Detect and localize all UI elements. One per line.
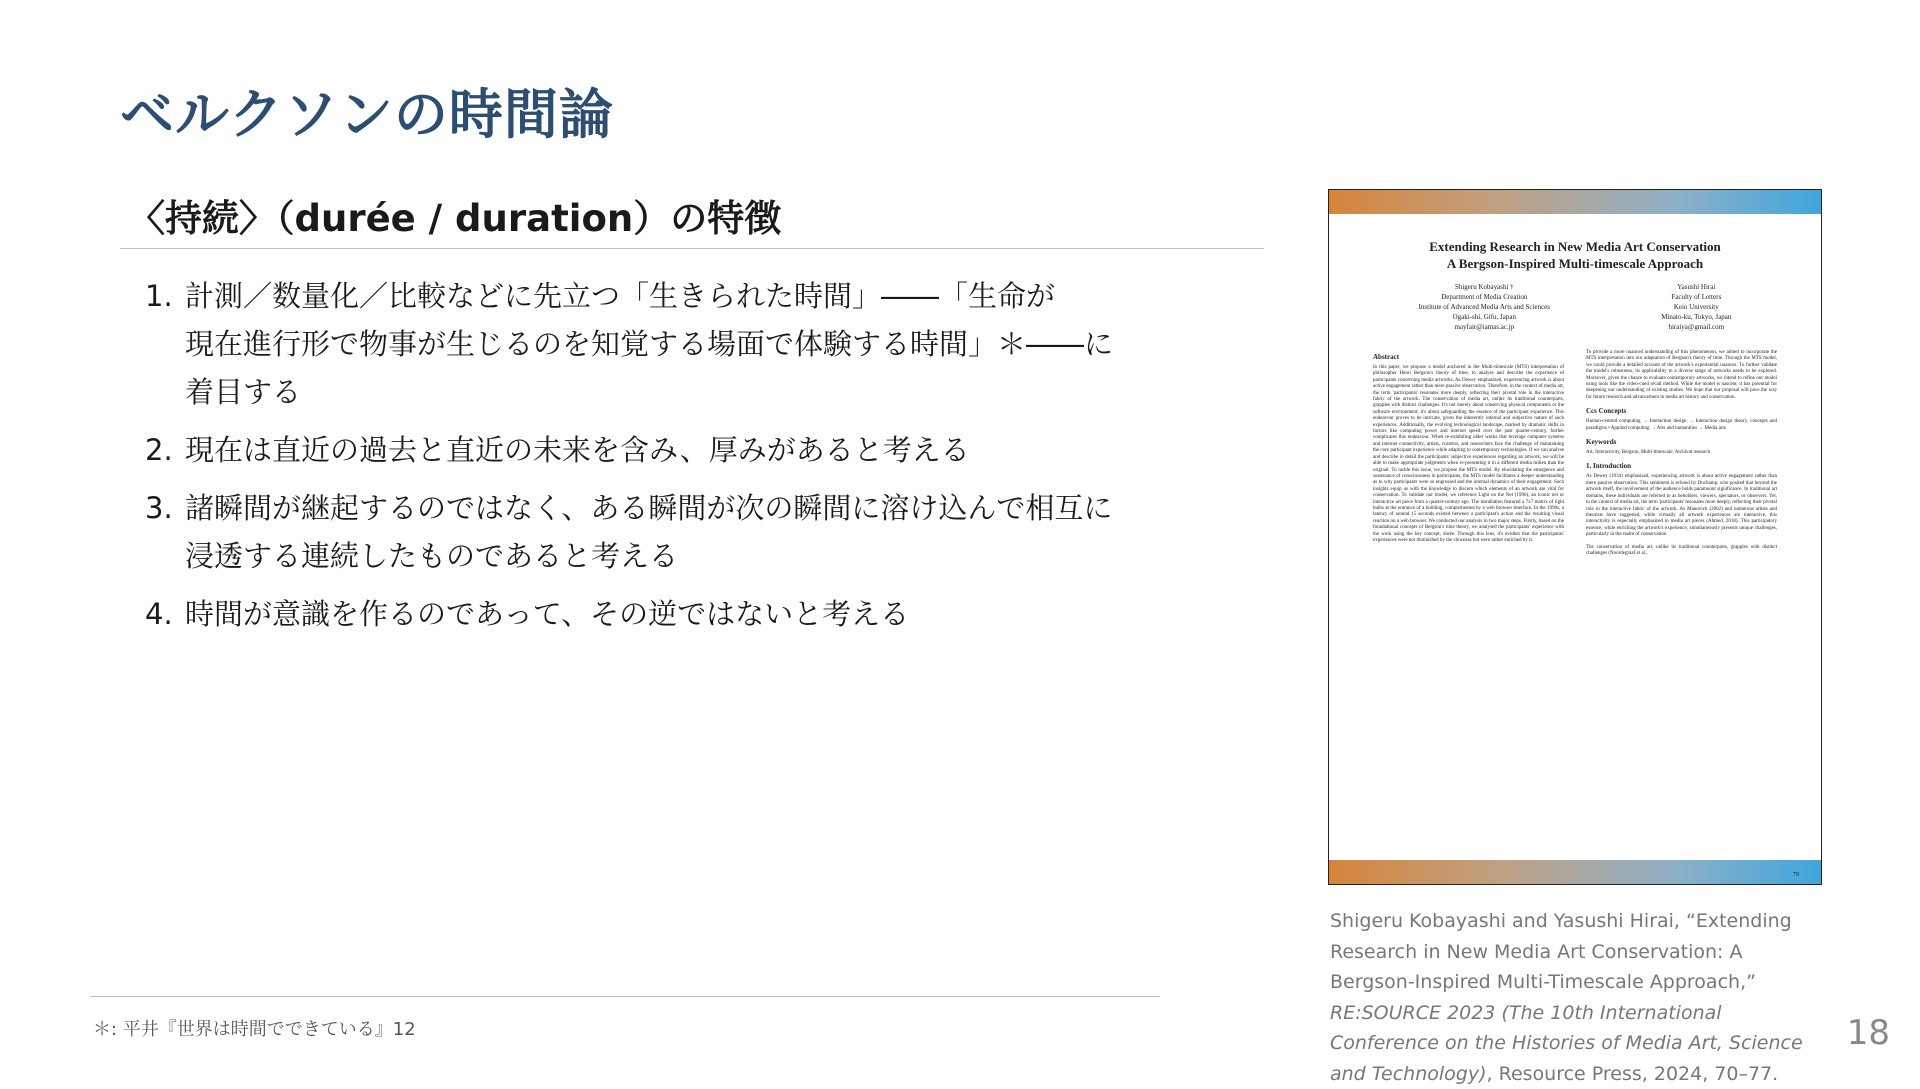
paper-citation: Shigeru Kobayashi and Yasushi Hirai, “Extending Research in New Media Art Conservation: A Bergson-Inspired Multi-Timescale Approach,” RE:SOURCE 2023 (The 10th International Conference on the Histories of Media Art, Science and Technology), Resource Press, 2024, 70–77. — [1330, 910, 1803, 1085]
paper-left-column — [1373, 350, 1564, 563]
list-item — [145, 272, 1235, 416]
list-item-line: 諸瞬間が継起するのではなく、ある瞬間が次の瞬間に溶け込んで相互に — [185, 491, 1113, 525]
list-item-line: 現在は直近の過去と直近の未来を含み、厚みがあると考える — [185, 433, 970, 467]
paper-author: Yasushi Hirai Faculty of Letters Keio University Minato-ku, Tokyo, Japan hiraiya@gmail.com — [1661, 283, 1732, 331]
paper-intro-text: The conservation of media art, unlike its traditional counterparts, grapples with distinct challenges (Noordegraaf et al., — [1586, 544, 1777, 556]
list-item-number: 2. — [145, 433, 173, 467]
slide-page-number: 18 — [1846, 1013, 1890, 1053]
paper-page-number: 79 — [1793, 872, 1799, 878]
paper-author: Shigeru Kobayashi † Department of Media Creation Institute of Advanced Media Arts and Sciences Ogaki-shi, Gifu, Japan mayfair@iamas.ac.jp — [1418, 283, 1551, 331]
paper-intro-text: As Dewey (1934) emphasized, experiencing artwork is about active engagement rather than mere passive observation. This sentiment is echoed by Duchamp, who posited that beyond the artwork itself, the involvement of the audience holds paramount significance. In traditional art domains, these individuals are referred to as beholders, viewers, spectators, or observers. Yet, in the context of media art, the term 'participants' resonates more deeply, reflecting their pivotal role in the interactive fabric of the artwork. As Manovich (2002) and numerous artists and theorists have suggested, while virtually all artwork experiences are interactive, this interactivity is especially emphasized in media art pieces (Ahmed, 2018). This participatory essence, while enriching the artwork's experience, simultaneously presents unique challenges, particularly in the realm of conservation. — [1586, 474, 1777, 538]
paper-keywords-text: Art, Interactivity, Bergson, Multi-timescale, Archival research — [1586, 450, 1711, 456]
paper-right-column — [1586, 350, 1777, 563]
paper-footer-band — [1329, 860, 1821, 884]
slide-title: ベルクソンの時間論 — [120, 83, 614, 146]
list-item-line: 浸透する連続したものであると考える — [185, 539, 679, 573]
paper-body — [1373, 350, 1777, 563]
list-item-number: 1. — [145, 279, 173, 313]
paper-intro-heading: 1. Introduction — [1586, 462, 1631, 471]
paper-title: Extending Research in New Media Art Conservation A Bergson-Inspired Multi-timescale Approach — [1429, 239, 1721, 271]
paper-abstract-heading: Abstract — [1373, 353, 1400, 361]
paper-abstract-text: In this paper, we propose a model anchored in the Multi-timescale (MTS) interpretation of philosopher Henri Bergson's theory of time, to analyse and describe the experience of participants concerning media artworks. As Dewey emphasized, experiencing artwork is about active engagement rather than mere passive observation. Therefore, in the context of media art, the term 'participants' resonates more deeply, reflecting their pivotal role in the interactive fabric of the artwork. The conservation of media art, unlike its traditional counterparts, grapples with distinct challenges. It's not merely about conserving physical components or the software environment; it's about safeguarding the essence of the participant experience. This endeavour proves to be intricate, given the inherently internal and subjective nature of such experiences. Additionally, the evolving technological landscape, marked by dramatic shifts in factors like computing power and internet speed over the past quarter-century, further complicates this endeavour. When re-exhibiting older works that leverage computer systems and internet connectivity, artists, curators, and researchers face the challenge of maintaining the core participant experience while adapting to contemporary technologies. If we can analyse and describe in detail the participants' subjective experiences regarding an artwork, we will be able to make appropriate judgments when re-presenting it in a different media milieu than the original. To tackle this issue, we propose the MTS model. By elucidating the emergence and sustenance of consciousness in participants, the MTS model facilitates a deeper understanding as to why participants were so engrossed and the internal dynamics of their engagement. Such insights equip us with the knowledge to discern which elements of an artwork are vital for conservation. To validate our model, we reference Light on the Net (1996), an iconic net or interactive art piece from a quarter-century ago. The installation featured a 7x7 matrix of light bulbs at the entrance of a building, complemented by a web browser interface. In the 1990s, a latency of around 15 seconds existed between a participant's action and the resulting visual reaction on a web browser. We conducted our analysis in two major steps. Firstly, based on the foundational concepts of Bergson's time theory, we analysed the participants' experience with the work using the key concept, durée. Through this lens, it's evident that the participants' experiences were not diminished by the slowness but were rather enriched by it. — [1373, 365, 1564, 543]
list-item — [145, 484, 1235, 580]
list-item-line: 計測／数量化／比較などに先立つ「生きられた時間」――「生命が — [185, 279, 1056, 313]
footnote: ＊: 平井『世界は時間でできている』12 — [93, 1019, 416, 1040]
paper-keywords-heading: Keywords — [1586, 438, 1617, 447]
paper-ccs-heading: Ccs Concepts — [1586, 407, 1627, 416]
paper-thumbnail — [1328, 189, 1822, 885]
list-item-line: 現在進行形で物事が生じるのを知覚する場面で体験する時間」＊――に — [185, 327, 1114, 361]
paper-authors — [1363, 282, 1787, 332]
paper-ccs-text: Human-centred computing → Interaction design → Interaction design theory, concepts and paradigms • Applied computing → Arts and humanities → Media arts — [1586, 419, 1777, 431]
list-item-line: 時間が意識を作るのであって、その逆ではないと考える — [185, 597, 910, 631]
divider-top — [120, 248, 1264, 249]
duration-features-list — [145, 272, 1235, 648]
list-item-number: 4. — [145, 597, 173, 631]
paper-abstract-continued: To provide a more nuanced understanding of this phenomenon, we aimed to incorporate the MTS interpretation into our adaptation of Bergson's theory of time. Through the MTS model, we could provide a detailed account of the artwork's experiential nuances. To further validate the model's robustness, its applicability to a diverse range of artworks needs to be explored. Moreover, given the chance to evaluate contemporary artworks, we intend to refine our model using tools like the video-cued recall method. While the model is nascent, it has potential for deepening our understanding of existing studies. We hope that our proposal will pave the way for future research and advancement in media art history and conservation. — [1586, 350, 1777, 400]
slide-subtitle: 〈持続〉（durée / duration）の特徴 — [128, 197, 782, 240]
divider-bottom — [90, 996, 1160, 997]
list-item-number: 3. — [145, 491, 173, 525]
list-item — [145, 426, 1235, 474]
list-item-line: 着目する — [185, 375, 302, 409]
paper-header-band — [1329, 190, 1821, 214]
list-item — [145, 590, 1235, 638]
